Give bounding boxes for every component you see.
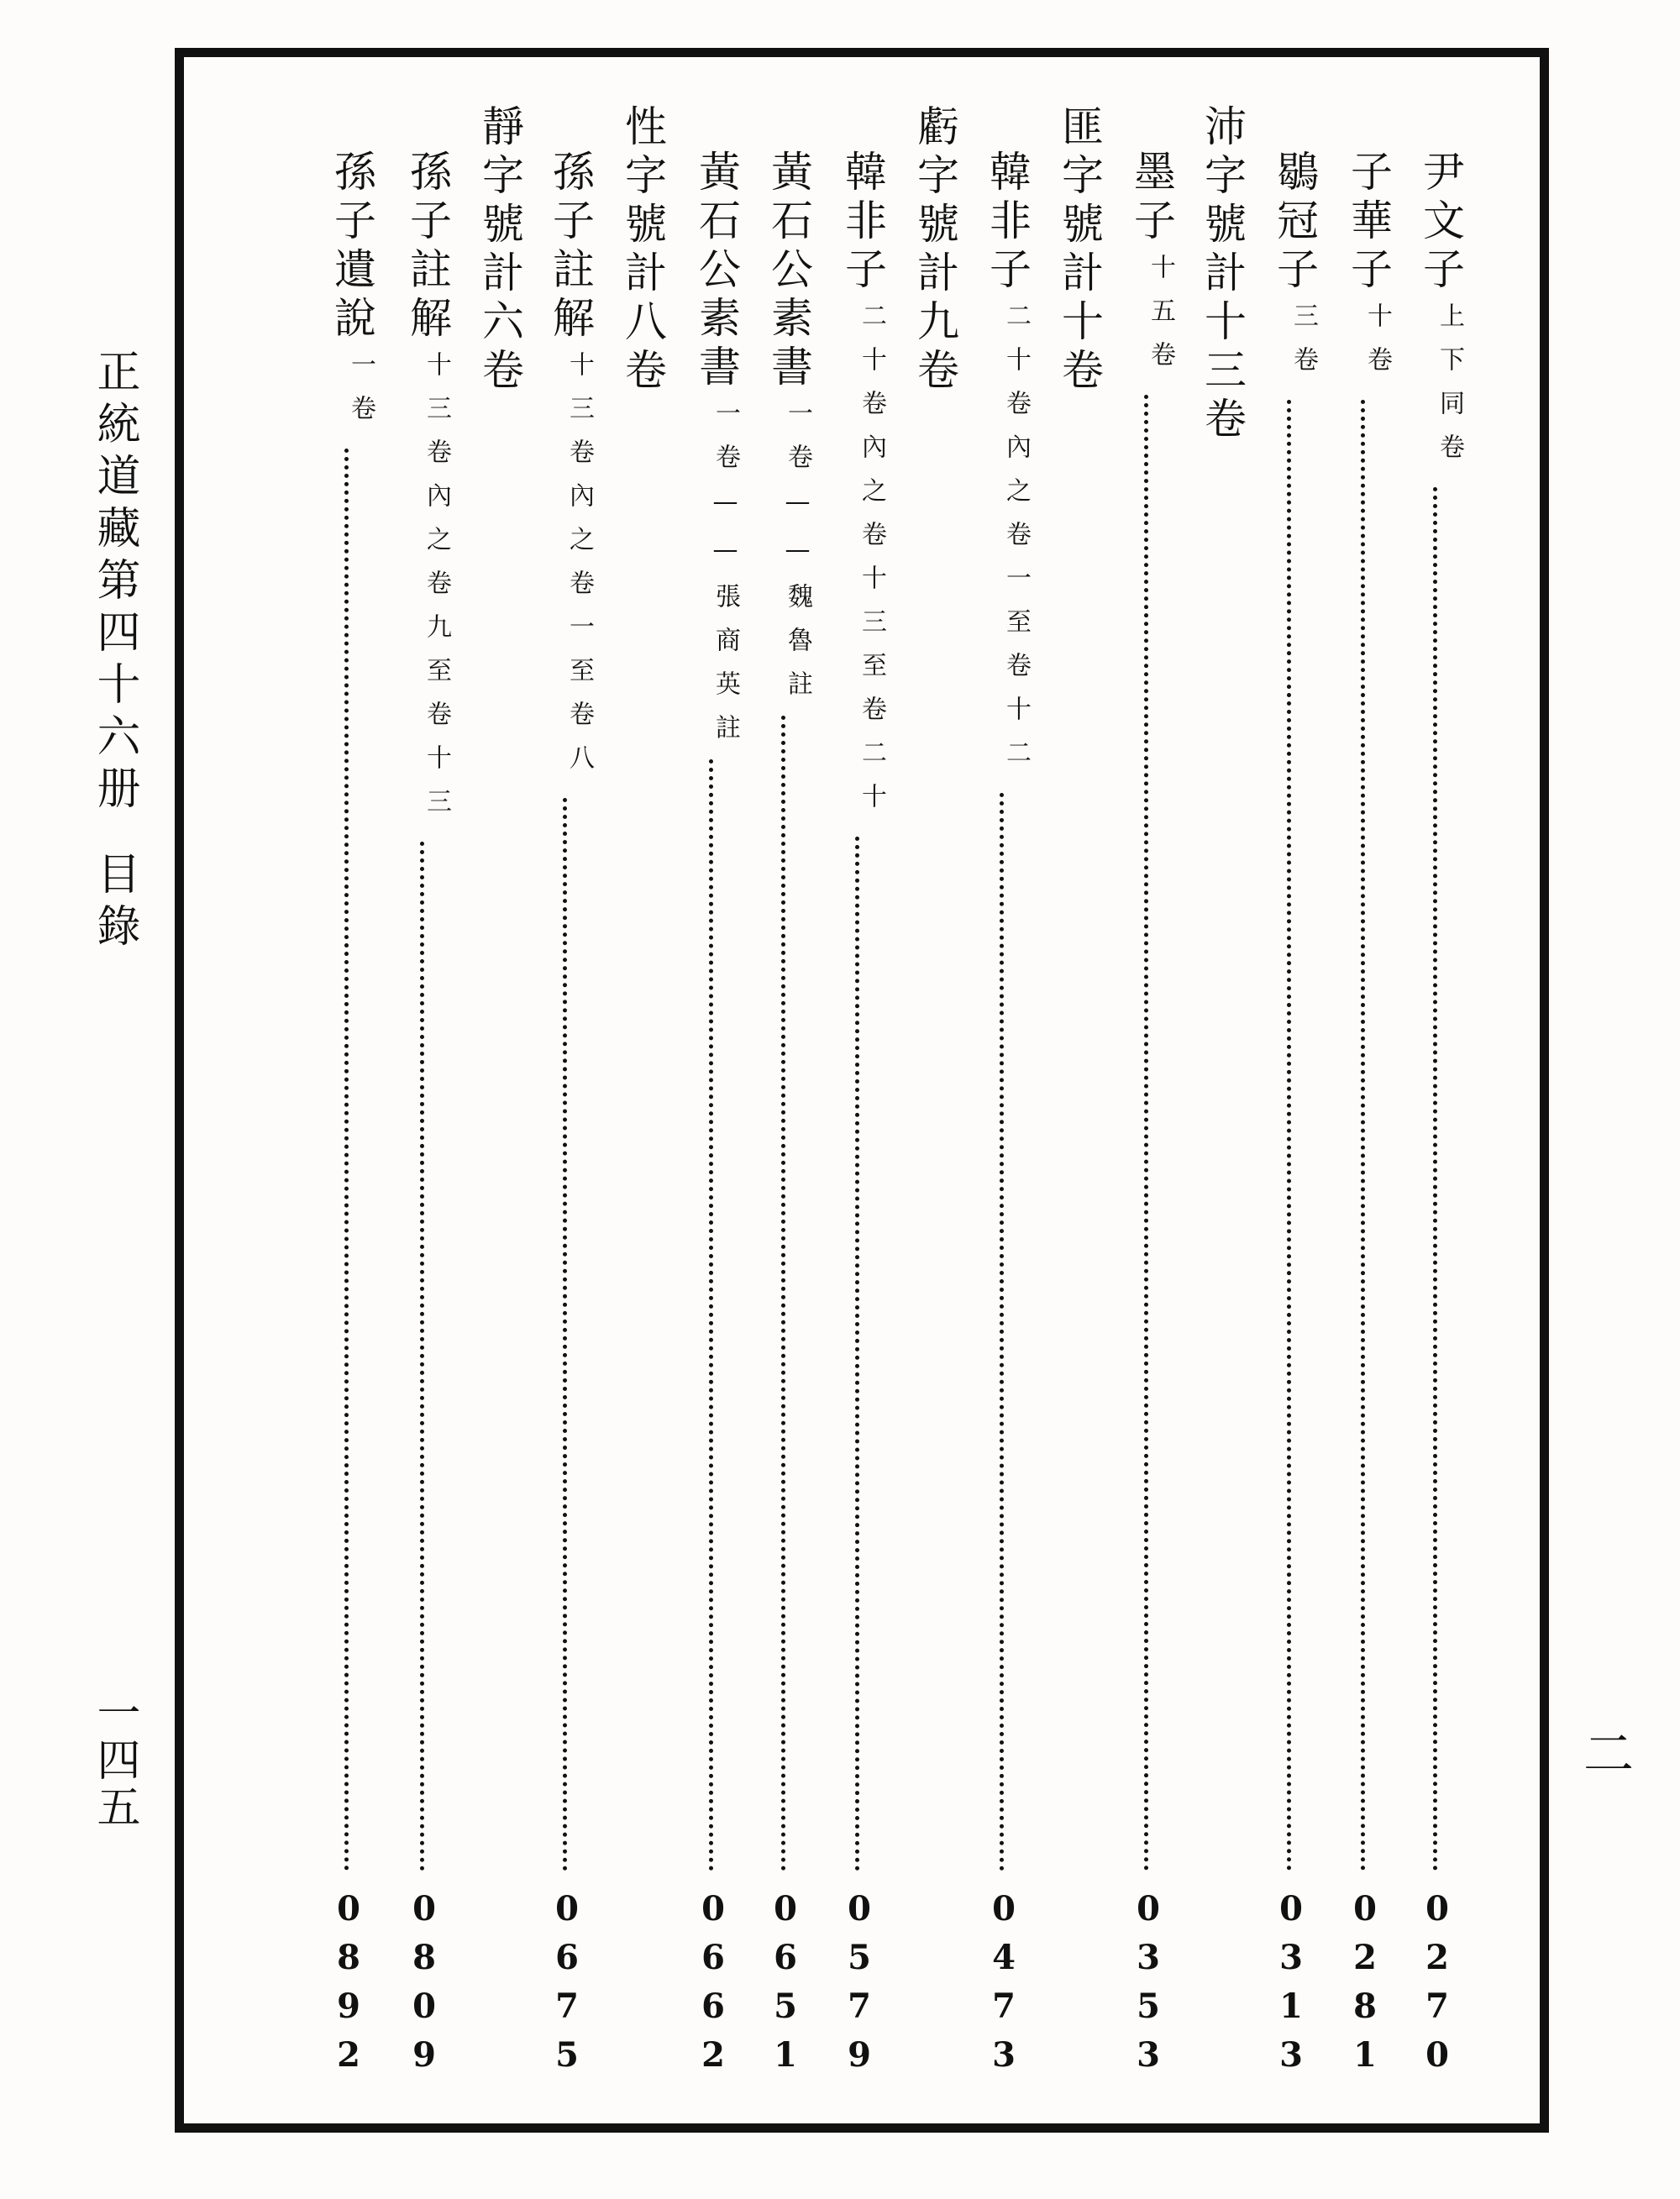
dot-leader — [420, 842, 424, 1871]
group-heading-column — [1193, 0, 1247, 2199]
page-number: 0 4 7 3 — [992, 1889, 1016, 2075]
dot-leader — [1287, 400, 1291, 1871]
group-heading: 虧字號計九卷 — [911, 104, 959, 396]
dot-leader — [855, 837, 859, 1871]
entry-title: 墨子 — [1127, 150, 1176, 247]
page-number: 0 3 1 3 — [1279, 1889, 1303, 2075]
page-number: 0 6 6 2 — [701, 1889, 725, 2075]
toc-entry — [833, 0, 887, 2199]
dot-leader — [709, 759, 713, 1871]
entry-title: 黃石公素書 — [692, 150, 741, 393]
page-number: 0 8 9 2 — [337, 1889, 360, 2075]
page-header-title — [89, 349, 139, 955]
entry-note: 一卷——魏魯註 — [783, 400, 812, 714]
entry-note: 二十卷內之卷一至卷十二 — [1001, 302, 1031, 783]
group-heading-column — [906, 0, 959, 2199]
page-number: 0 6 5 1 — [774, 1889, 797, 2075]
page-number: 0 2 7 0 — [1425, 1889, 1449, 2075]
toc-entry — [687, 0, 741, 2199]
dot-leader — [344, 449, 349, 1871]
volume-title: 正統道藏第四十六册 — [89, 349, 139, 817]
entry-title: 子華子 — [1344, 150, 1393, 296]
group-heading-column — [1050, 0, 1104, 2199]
entry-title: 孫子註解 — [403, 150, 452, 344]
page-number: 0 2 8 1 — [1353, 1889, 1377, 2075]
page-mark: 二 — [1575, 1727, 1634, 1777]
dot-leader — [1433, 487, 1437, 1871]
entry-note: 三卷 — [1289, 302, 1318, 390]
entry-title: 韓非子 — [838, 150, 887, 296]
entry-note: 上下同卷 — [1435, 302, 1464, 477]
toc-entry — [1122, 0, 1176, 2199]
page-number: 0 5 7 9 — [848, 1889, 871, 2075]
entry-title: 孫子遺說 — [328, 150, 376, 344]
toc-entry — [398, 0, 452, 2199]
page-number: 0 3 5 3 — [1137, 1889, 1160, 2075]
group-heading: 靜字號計六卷 — [475, 104, 524, 396]
dot-leader — [1361, 400, 1365, 1871]
entry-title: 韓非子 — [983, 150, 1032, 296]
group-heading-column — [613, 0, 667, 2199]
entry-note: 十三卷內之卷九至卷十三 — [422, 351, 451, 832]
page-number: 0 8 0 9 — [412, 1889, 436, 2075]
toc-entry — [1411, 0, 1465, 2199]
toc-entry — [541, 0, 595, 2199]
toc-entry — [978, 0, 1032, 2199]
entry-note: 十五卷 — [1146, 254, 1175, 385]
section-label: 目錄 — [89, 851, 139, 955]
dot-leader — [1144, 395, 1148, 1871]
dot-leader — [1000, 793, 1004, 1871]
toc-entry — [1265, 0, 1319, 2199]
entry-note: 十卷 — [1362, 302, 1392, 390]
entry-title: 孫子註解 — [546, 150, 595, 344]
entry-note: 一卷——張商英註 — [711, 400, 740, 758]
entry-note: 二十卷內之卷十三至卷二十 — [857, 302, 886, 827]
dot-leader — [563, 798, 567, 1871]
group-heading: 性字號計八卷 — [618, 104, 667, 396]
group-heading: 沛字號計十三卷 — [1198, 104, 1247, 445]
entry-title: 鶡冠子 — [1270, 150, 1319, 296]
entry-title: 尹文子 — [1416, 150, 1465, 296]
page-number: 0 6 7 5 — [555, 1889, 579, 2075]
entry-note: 十三卷內之卷一至卷八 — [564, 351, 594, 788]
toc-entry — [759, 0, 813, 2199]
entry-note: 一卷 — [346, 351, 375, 438]
toc-entry — [1339, 0, 1393, 2199]
entry-title: 黃石公素書 — [764, 150, 813, 393]
group-heading: 匪字號計十卷 — [1055, 104, 1104, 396]
folio-number: 一四五 — [89, 1690, 139, 1831]
dot-leader — [781, 716, 785, 1871]
group-heading-column — [470, 0, 524, 2199]
toc-entry — [323, 0, 376, 2199]
